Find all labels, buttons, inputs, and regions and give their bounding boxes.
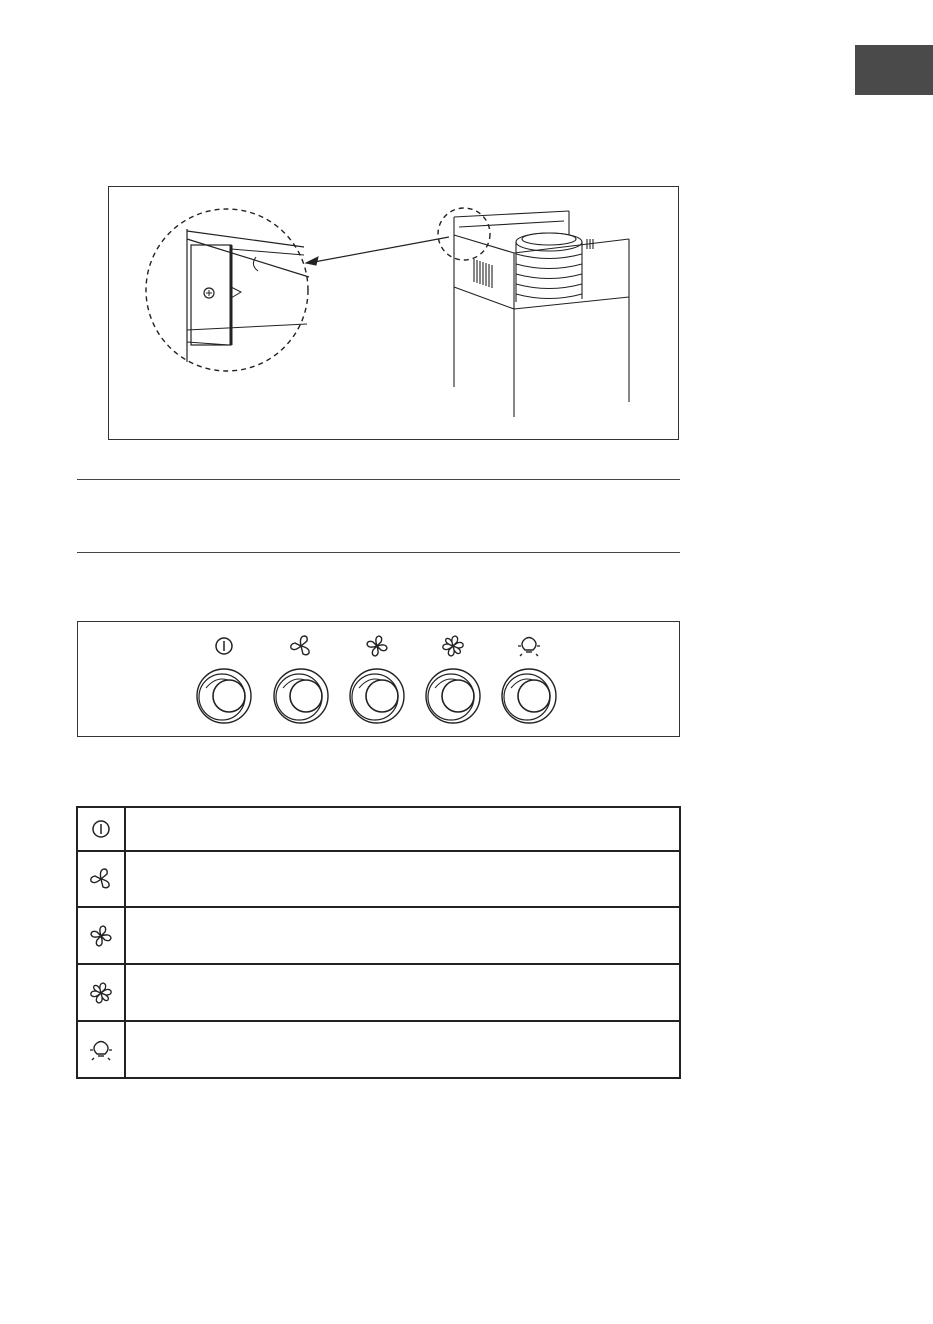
legend-text-fan-high — [125, 964, 680, 1021]
panel-button-fan-medium — [350, 636, 404, 723]
legend-row-light — [77, 1021, 680, 1078]
light-knob — [502, 669, 556, 723]
panel-button-light — [502, 638, 556, 724]
detail-arrow — [306, 237, 449, 265]
panel-button-fan-high — [426, 636, 480, 723]
fan-high-icon — [443, 636, 463, 656]
power-icon — [216, 638, 232, 654]
control-panel-drawing — [78, 622, 678, 735]
fan-low-icon — [88, 866, 114, 892]
power-knob — [197, 669, 251, 723]
installation-figure — [108, 186, 679, 440]
fan-medium-icon — [367, 636, 387, 656]
section-rule-top — [77, 479, 680, 480]
legend-text-fan-medium — [125, 907, 680, 964]
legend-text-light — [125, 1021, 680, 1078]
legend-text-fan-low — [125, 851, 680, 907]
fan-medium-icon — [88, 923, 114, 949]
fan-low-knob — [274, 669, 328, 723]
light-bulb-icon — [88, 1037, 114, 1063]
fan-high-knob — [426, 669, 480, 723]
detail-magnifier — [146, 209, 309, 371]
legend-text-power — [125, 807, 680, 851]
language-tab — [855, 45, 933, 95]
legend-row-fan-high — [77, 964, 680, 1021]
light-bulb-icon — [518, 638, 540, 657]
legend-row-fan-low — [77, 851, 680, 907]
panel-button-power — [197, 638, 251, 723]
controls-legend-table — [76, 806, 681, 1079]
legend-row-power — [77, 807, 680, 851]
fan-low-icon — [291, 636, 309, 655]
fan-high-icon — [88, 980, 114, 1006]
panel-button-fan-low — [274, 636, 328, 723]
fan-medium-knob — [350, 669, 404, 723]
hood-chimney — [454, 211, 629, 417]
legend-row-fan-medium — [77, 907, 680, 964]
section-rule-bottom — [77, 552, 680, 553]
installation-drawing — [109, 187, 677, 438]
power-icon — [89, 817, 113, 841]
control-panel-figure — [77, 621, 680, 737]
